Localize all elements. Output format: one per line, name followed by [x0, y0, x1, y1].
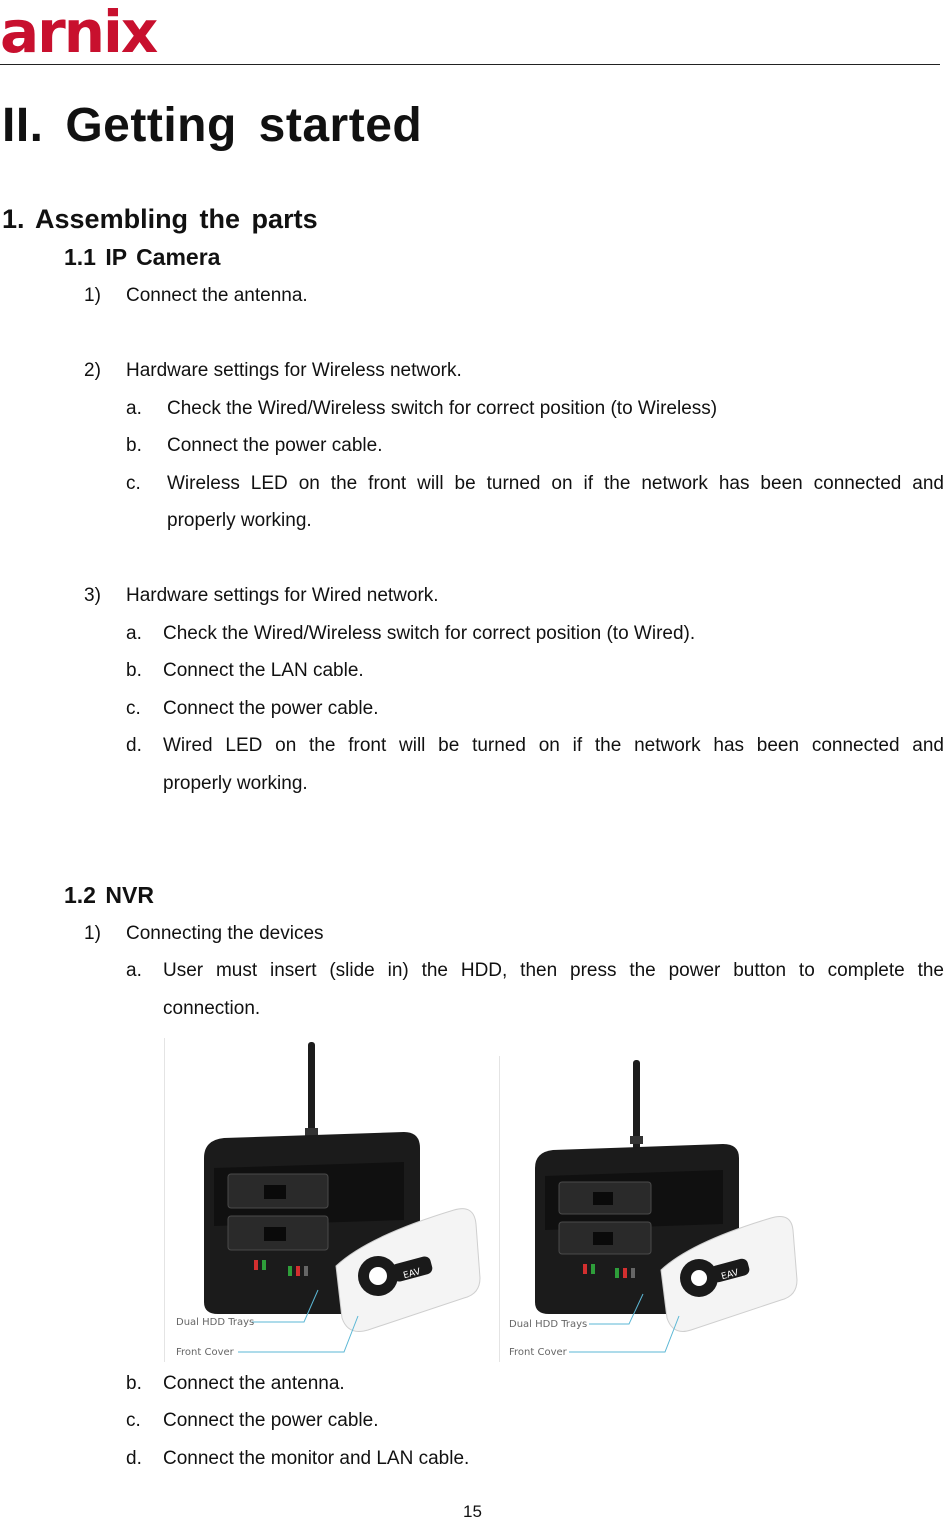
list-item-continuation: connection.: [163, 998, 261, 1019]
step-text: Hardware settings for Wireless network.: [126, 360, 462, 381]
list-marker: c.: [126, 473, 141, 494]
step-number: 3): [84, 585, 101, 606]
list-item: User must insert (slide in) the HDD, then press the power button to complete the: [163, 960, 944, 981]
step-text: Connecting the devices: [126, 923, 324, 944]
brand-logo-text: arnix: [0, 2, 157, 64]
list-marker: d.: [126, 735, 142, 756]
step-text: Connect the antenna.: [126, 285, 308, 306]
callout-label: Front Cover: [509, 1347, 567, 1358]
nvr-image-right: [503, 1058, 803, 1362]
list-item: Connect the power cable.: [163, 698, 379, 719]
callout-label: Dual HDD Trays: [176, 1317, 255, 1328]
step-number: 1): [84, 923, 101, 944]
list-marker: c.: [126, 1410, 141, 1431]
subsection-title-ip-camera: 1.1 IP Camera: [64, 244, 221, 270]
nvr-image-left: [168, 1040, 488, 1362]
list-item-continuation: properly working.: [167, 510, 312, 531]
list-item-continuation: properly working.: [163, 773, 308, 794]
list-item: Wired LED on the front will be turned on if the network has been connected and: [163, 735, 944, 756]
list-item: Connect the power cable.: [167, 435, 383, 456]
header-rule: [0, 64, 940, 65]
list-marker: c.: [126, 698, 141, 719]
step-number: 1): [84, 285, 101, 306]
page-number: 15: [463, 1502, 482, 1521]
list-item: Check the Wired/Wireless switch for correct position (to Wired).: [163, 623, 696, 644]
subsection-title-nvr: 1.2 NVR: [64, 882, 154, 908]
callout-label: Front Cover: [176, 1347, 234, 1358]
brand-logo: [0, 2, 176, 64]
list-item: Connect the LAN cable.: [163, 660, 364, 681]
list-marker: b.: [126, 1373, 142, 1394]
figure-divider: [164, 1038, 165, 1362]
list-marker: d.: [126, 1448, 142, 1469]
figure-divider: [499, 1056, 500, 1362]
step-number: 2): [84, 360, 101, 381]
list-marker: b.: [126, 435, 142, 456]
section-title: 1. Assembling the parts: [2, 204, 318, 234]
list-item: Connect the monitor and LAN cable.: [163, 1448, 470, 1469]
list-marker: b.: [126, 660, 142, 681]
list-marker: a.: [126, 623, 142, 644]
chapter-title: II. Getting started: [2, 99, 423, 152]
list-marker: a.: [126, 960, 142, 981]
list-item: Connect the antenna.: [163, 1373, 345, 1394]
step-text: Hardware settings for Wired network.: [126, 585, 439, 606]
list-marker: a.: [126, 398, 142, 419]
cover-logo-text: EAV: [402, 1267, 422, 1282]
list-item: Wireless LED on the front will be turned on if the network has been connected and: [167, 473, 944, 494]
list-item: Connect the power cable.: [163, 1410, 379, 1431]
cover-logo-text: EAV: [720, 1268, 740, 1283]
callout-label: Dual HDD Trays: [509, 1319, 588, 1330]
list-item: Check the Wired/Wireless switch for correct position (to Wireless): [167, 398, 718, 419]
